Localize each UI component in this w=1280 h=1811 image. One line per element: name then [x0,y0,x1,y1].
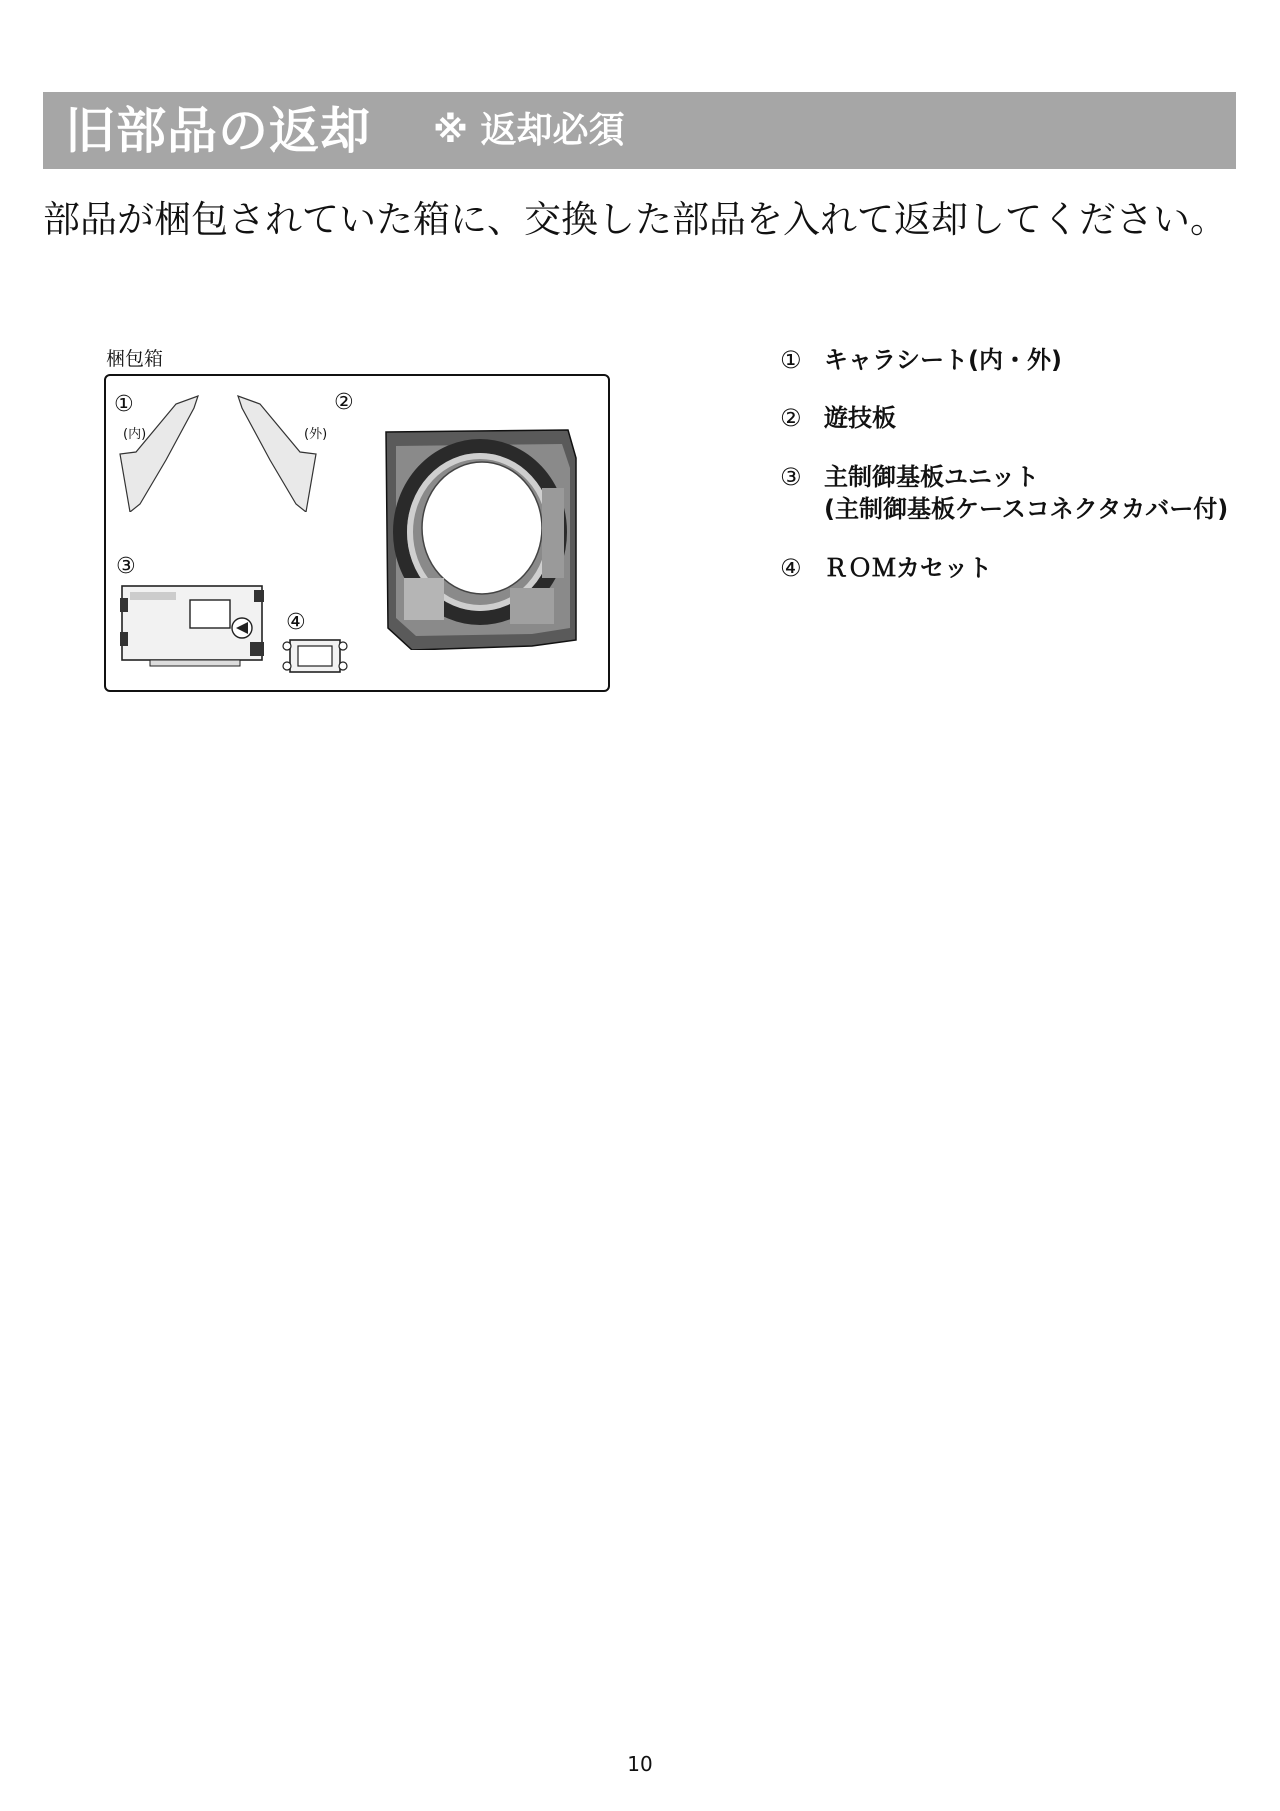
callout-3: ③ [116,554,136,579]
section-title-bar [43,92,1236,169]
callout-inner: (内) [123,427,147,442]
part-number: ④ [780,553,802,582]
main-control-board-illustration [120,580,266,670]
parts-list-item [780,402,1228,434]
parts-list-item [780,552,1228,584]
parts-list-item [780,344,1228,376]
character-sheet-inner-illustration [118,394,210,512]
callout-4: ④ [286,610,306,635]
packing-box-figure [104,374,610,692]
part-name: 主制御基板ユニット [824,462,1040,491]
part-number: ③ [780,462,802,491]
part-name: 遊技板 [824,404,896,433]
character-sheet-outer-illustration [226,394,318,512]
required-note: ※ 返却必須 [433,109,625,151]
page-number: 10 [627,1752,653,1776]
page-title: 旧部品の返却 [65,101,371,160]
packing-box-label: 梱包箱 [106,348,164,370]
game-board-illustration [382,428,578,650]
callout-2: ② [334,390,354,415]
parts-list-item [780,461,1228,526]
part-number: ② [780,404,802,433]
parts-list [780,344,1228,610]
part-number: ① [780,346,802,374]
instruction-text: 部品が梱包されていた箱に、交換した部品を入れて返却してください。 [43,198,1227,241]
callout-1: ① [114,392,134,417]
part-name: ＲＯＭカセット [824,553,992,582]
callout-outer: (外) [304,427,328,442]
rom-cassette-illustration [282,636,348,676]
part-name: キャラシート(内・外) [824,346,1062,374]
part-name-note: (主制御基板ケースコネクタカバー付) [824,495,1229,524]
